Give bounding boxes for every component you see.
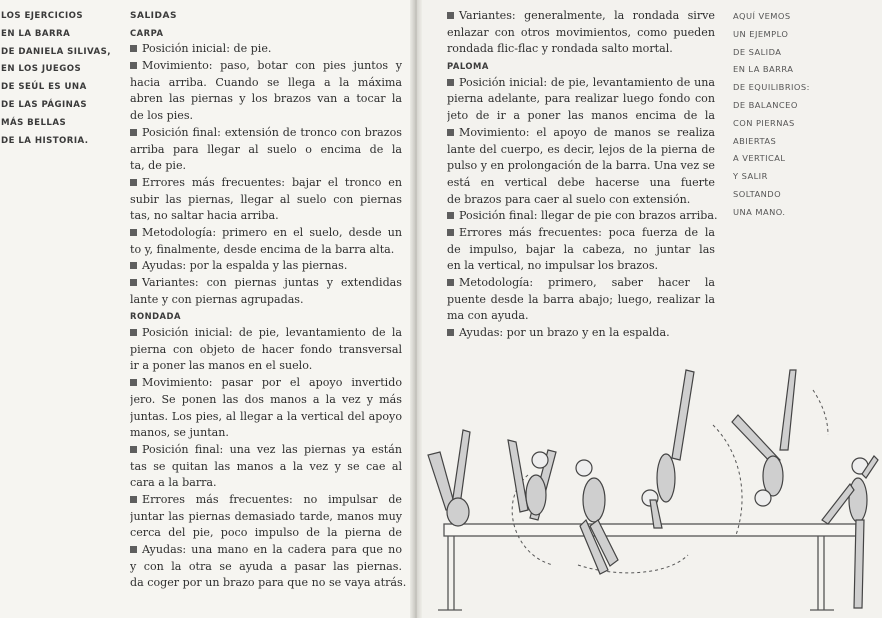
line-text: jero. Se ponen las dos manos a la vez y más: [130, 392, 402, 406]
line-text: Metodología: primero, saber hacer la: [459, 276, 715, 289]
line-text: to y, finalmente, desde encima de la barra alta.: [130, 242, 395, 256]
paragraph-line: [447, 142, 715, 159]
paragraph-line: [130, 225, 402, 242]
line-text: Variantes: generalmente, la rondada sirve: [459, 9, 715, 22]
line-text: Posición final: extensión de tronco con brazos: [142, 125, 402, 139]
left-text-column: [130, 8, 407, 592]
line-text: Errores más frecuentes: no impulsar de: [142, 492, 402, 506]
square-bullet-icon: [130, 379, 137, 386]
paragraph-line: [447, 308, 715, 325]
line-text: Movimiento: paso, botar con pies juntos y: [142, 59, 402, 73]
caption-line: DE DANIELA SILIVAS,: [1, 46, 111, 57]
paragraph-line: [130, 392, 402, 409]
balance-beam-illustration: [418, 360, 882, 618]
caption-line: DE SALIDA: [733, 46, 782, 57]
paragraph-line: [130, 75, 402, 92]
line-text: ma con ayuda.: [447, 309, 529, 323]
line-text: rondada flic-flac y rondada salto mortal.: [447, 42, 673, 56]
line-text: Posición final: llegar de pie con brazos arriba.: [459, 209, 718, 223]
gymnast-figures: [428, 370, 878, 608]
line-text: enlazar con otros movimientos, como pueden: [447, 25, 715, 39]
paragraph-line: [447, 258, 715, 275]
line-text: ta, de pie.: [130, 159, 187, 173]
paragraph-line: [130, 58, 402, 75]
line-text: Ayudas: por un brazo y en la espalda.: [459, 326, 670, 340]
line-text: Posición inicial: de pie, levantamiento de una: [459, 75, 715, 89]
square-bullet-icon: [130, 179, 137, 186]
paragraph-line: [130, 108, 402, 125]
line-text: arriba para llegar al suelo o encima de la: [130, 142, 402, 156]
paragraph-line: [447, 275, 715, 292]
paragraph-line: [130, 442, 402, 459]
square-bullet-icon: [130, 62, 137, 69]
line-text: Posición inicial: de pie, levantamiento de la: [142, 326, 402, 340]
paragraph-line: [130, 158, 402, 175]
paragraph-line: [130, 358, 402, 375]
line-text: en la vertical, no impulsar los brazos.: [447, 259, 659, 273]
paragraph-line: [130, 258, 402, 275]
paragraph-line: [130, 409, 402, 426]
line-text: abren las piernas y los brazos van a tocar la: [130, 92, 402, 106]
paragraph-line: [130, 475, 402, 492]
paragraph-line: [447, 158, 715, 175]
square-bullet-icon: [447, 129, 454, 136]
section-heading: [447, 58, 715, 75]
square-bullet-icon: [130, 262, 137, 269]
line-text: de los pies.: [130, 109, 194, 123]
line-text: Variantes: con piernas juntas y extendidas: [142, 276, 402, 289]
paragraph-line: [130, 375, 402, 392]
line-text: pierna con objeto de hacer fondo transversal: [130, 342, 402, 356]
line-text: Posición final: una vez las piernas ya están: [142, 442, 402, 456]
square-bullet-icon: [447, 12, 454, 19]
line-text: Movimiento: el apoyo de manos se realiza: [459, 125, 715, 139]
paragraph-line: [130, 125, 402, 142]
square-bullet-icon: [130, 45, 137, 52]
square-bullet-icon: [447, 329, 454, 336]
line-text: y con la otra se ayuda a pasar las piernas.: [130, 559, 402, 573]
line-text: ir a poner las manos en el suelo.: [130, 359, 313, 373]
line-text: Ayudas: por la espalda y las piernas.: [142, 259, 348, 273]
line-text: pulso y en prolongación de la barra. Una vez se: [447, 159, 715, 173]
left-caption: [1, 8, 121, 150]
paragraph-line: [130, 542, 402, 559]
line-text: juntas. Los pies, al llegar a la vertical del apoyo: [130, 409, 402, 423]
section-heading: [130, 8, 402, 25]
square-bullet-icon: [130, 546, 137, 553]
paragraph-line: [447, 208, 718, 225]
caption-line: DE SEÚL ES UNA: [1, 82, 87, 93]
paragraph-line: [130, 425, 402, 442]
line-text: cara a la barra.: [130, 476, 217, 490]
caption-line: UN EJEMPLO: [733, 28, 789, 39]
line-text: PALOMA: [447, 61, 489, 72]
caption-line: A VERTICAL: [733, 153, 786, 164]
caption-line: DE LAS PÁGINAS: [1, 99, 88, 110]
paragraph-line: [447, 41, 715, 58]
section-heading: [130, 25, 402, 42]
section-heading: [130, 308, 402, 325]
caption-line: Y SALIR: [733, 171, 768, 182]
line-text: manos, se juntan.: [130, 426, 229, 440]
caption-line: SOLTANDO: [733, 188, 782, 199]
paragraph-line: [447, 192, 715, 209]
line-text: Movimiento: pasar por el apoyo invertido: [142, 376, 402, 390]
paragraph-line: [130, 559, 402, 576]
square-bullet-icon: [130, 229, 137, 236]
line-text: hacia arriba. Cuando se llega a la máxima: [130, 75, 402, 89]
square-bullet-icon: [447, 212, 454, 219]
caption-line: EN LA BARRA: [733, 64, 794, 75]
line-text: SALIDAS: [130, 11, 177, 21]
paragraph-line: [130, 175, 402, 192]
line-text: juntar las piernas demasiado tarde, manos muy: [130, 509, 402, 523]
line-text: cerca del pie, poco impulso de la pierna de: [130, 526, 402, 540]
line-text: RONDADA: [130, 311, 181, 322]
line-text: lante del cuerpo, es decir, lejos de la pierna de: [447, 142, 715, 156]
line-text: Errores más frecuentes: poca fuerza de la: [459, 225, 715, 239]
line-text: de brazos para caer al suelo con extensión.: [447, 192, 691, 206]
line-text: da coger por un brazo para que no se vaya atrás.: [130, 576, 407, 590]
line-text: Errores más frecuentes: bajar el tronco en: [142, 175, 402, 189]
paragraph-line: [447, 91, 715, 108]
caption-line: CON PIERNAS: [733, 117, 795, 128]
right-text-column: [447, 8, 718, 342]
paragraph-line: [447, 8, 715, 25]
square-bullet-icon: [130, 496, 137, 503]
caption-line: DE LA HISTORIA.: [1, 135, 89, 146]
caption-line: ABIERTAS: [733, 135, 777, 146]
caption-line: LOS EJERCICIOS: [1, 11, 84, 21]
right-caption: [733, 8, 873, 222]
caption-line: DE BALANCEO: [733, 99, 798, 110]
paragraph-line: [130, 292, 402, 309]
line-text: Posición inicial: de pie.: [142, 42, 272, 56]
paragraph-line: [447, 225, 715, 242]
paragraph-line: [447, 325, 715, 342]
line-text: CARPA: [130, 27, 164, 38]
caption-line: MÁS BELLAS: [1, 117, 67, 128]
paragraph-line: [130, 575, 407, 592]
paragraph-line: [130, 208, 402, 225]
balance-beam: [438, 524, 856, 610]
paragraph-line: [447, 25, 715, 42]
paragraph-line: [130, 91, 402, 108]
square-bullet-icon: [130, 329, 137, 336]
line-text: jeto de ir a poner las manos encima de la: [447, 109, 715, 123]
paragraph-line: [130, 509, 402, 526]
paragraph-line: [447, 108, 715, 125]
paragraph-line: [130, 41, 402, 58]
square-bullet-icon: [447, 279, 454, 286]
paragraph-line: [447, 175, 715, 192]
line-text: pierna adelante, para realizar luego fondo con: [447, 92, 715, 106]
square-bullet-icon: [130, 279, 137, 286]
paragraph-line: [130, 492, 402, 509]
caption-line: AQUÍ VEMOS: [733, 11, 791, 21]
line-text: lante y con piernas agrupadas.: [130, 292, 304, 306]
square-bullet-icon: [447, 79, 454, 86]
caption-line: DE EQUILIBRIOS:: [733, 82, 810, 93]
line-text: Ayudas: una mano en la cadera para que no: [142, 543, 402, 556]
paragraph-line: [130, 142, 402, 159]
square-bullet-icon: [130, 129, 137, 136]
paragraph-line: [447, 242, 715, 259]
line-text: tas se quitan las manos a la vez y se cae al: [130, 459, 402, 473]
line-text: subir las piernas, llegar al suelo con piernas: [130, 192, 402, 206]
caption-line: EN LA BARRA: [1, 28, 71, 39]
paragraph-line: [130, 275, 402, 292]
paragraph-line: [130, 242, 402, 259]
square-bullet-icon: [130, 446, 137, 453]
caption-line: UNA MANO.: [733, 206, 786, 217]
square-bullet-icon: [447, 229, 454, 236]
paragraph-line: [130, 525, 402, 542]
paragraph-line: [130, 459, 402, 476]
paragraph-line: [130, 342, 402, 359]
line-text: de impulso, bajar la cabeza, no juntar las: [447, 242, 715, 256]
line-text: puente desde la barra abajo; luego, realizar la: [447, 292, 715, 306]
paragraph-line: [130, 325, 402, 342]
line-text: tas, no saltar hacia arriba.: [130, 209, 279, 223]
paragraph-line: [130, 192, 402, 209]
line-text: Metodología: primero en el suelo, desde un: [142, 225, 402, 239]
paragraph-line: [447, 125, 715, 142]
paragraph-line: [447, 292, 715, 309]
caption-line: EN LOS JUEGOS: [1, 64, 82, 75]
paragraph-line: [447, 75, 715, 92]
line-text: está en vertical debe hacerse una fuerte: [447, 175, 715, 189]
